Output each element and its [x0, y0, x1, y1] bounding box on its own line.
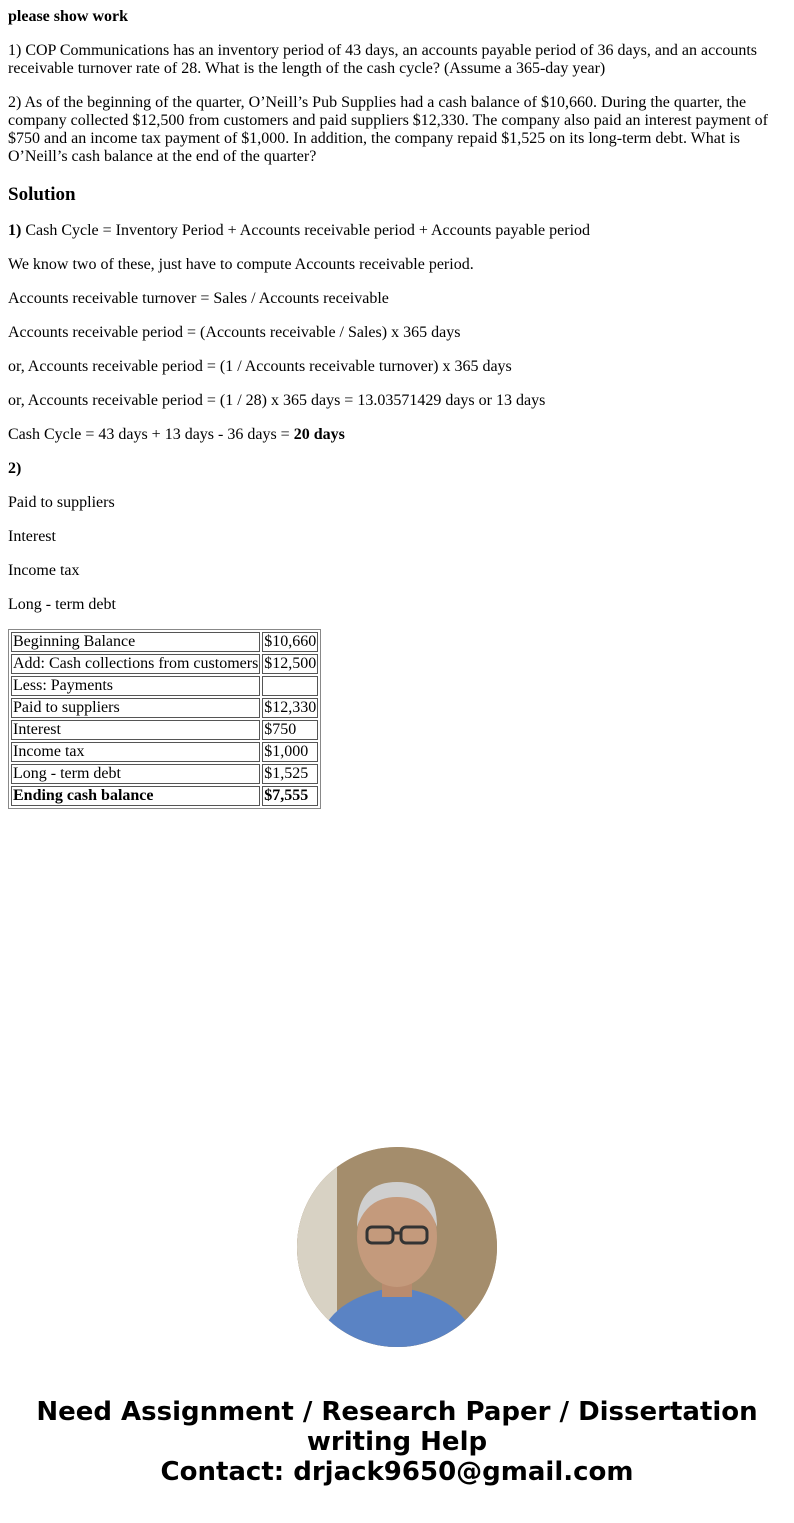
solution-line: or, Accounts receivable period = (1 / Accounts receivable turnover) x 365 days: [8, 358, 512, 375]
table-row: [11, 676, 318, 696]
cell-value: $7,555: [262, 786, 318, 806]
cell-value: [262, 676, 318, 696]
question-2: 2) As of the beginning of the quarter, O’Neill’s Pub Supplies had a cash balance of $10,660. During the quarter, the company collected $12,500 from customers and paid suppliers $12,330. The company also paid an interest payment of $750 and an income tax payment of $1,000. In addition, the company repaid $1,525 on its long-term debt. What is O’Neill’s cash balance at the end of the quarter?: [8, 94, 768, 165]
cell-value: $12,330: [264, 699, 317, 716]
table-row: [11, 764, 318, 784]
table-row: [11, 632, 318, 652]
item: Income tax: [8, 562, 80, 579]
cell-label: Paid to suppliers: [11, 698, 260, 718]
cell-label: Long - term debt: [11, 764, 260, 784]
cash-cycle-formula: 1) Cash Cycle = Inventory Period + Accounts receivable period + Accounts payable period: [8, 222, 591, 239]
table-row: [11, 698, 318, 718]
solution-line: Accounts receivable period = (Accounts receivable / Sales) x 365 days: [8, 324, 461, 341]
item: Paid to suppliers: [8, 494, 115, 511]
cell-label: Ending cash balance: [11, 786, 260, 806]
item: Long - term debt: [8, 596, 116, 613]
cell-value: $12,500: [264, 655, 317, 672]
contact-banner: [8, 1397, 786, 1487]
table-row: [11, 720, 318, 740]
part-2-label: 2): [8, 460, 22, 477]
table-row: [11, 786, 318, 806]
cell-value: $750: [262, 720, 318, 740]
cell-label: Add: Cash collections from customers: [13, 655, 259, 672]
solution-heading: Solution: [8, 184, 76, 205]
cell-value: $1,000: [262, 742, 318, 762]
cell-label: Interest: [11, 720, 260, 740]
avatar: [297, 1147, 497, 1347]
solution-line: or, Accounts receivable period = (1 / 28) x 365 days = 13.03571429 days or 13 days: [8, 392, 546, 409]
item: Interest: [8, 528, 56, 545]
solution-line: We know two of these, just have to compute Accounts receivable period.: [8, 256, 474, 273]
cell-value: $1,525: [262, 764, 318, 784]
cell-label: Income tax: [11, 742, 260, 762]
banner-contact: Contact: drjack9650@gmail.com: [160, 1457, 634, 1487]
cash-cycle-result: Cash Cycle = 43 days + 13 days - 36 days = 20 days: [8, 426, 345, 443]
question-title: please show work: [8, 8, 129, 25]
cash-balance-table: [8, 629, 321, 809]
table-row: [11, 654, 318, 674]
question-1: 1) COP Communications has an inventory period of 43 days, an accounts payable period of 36 days, and an accounts receivable turnover rate of 28. What is the length of the cash cycle? (Assume a 365-day year): [8, 42, 758, 77]
cell-value: $10,660: [264, 633, 317, 650]
table-row: [11, 742, 318, 762]
banner-line: Need Assignment / Research Paper / Dissertation writing Help: [36, 1397, 758, 1457]
cell-label: Beginning Balance: [11, 632, 260, 652]
solution-line: Accounts receivable turnover = Sales / Accounts receivable: [8, 290, 389, 307]
cell-label: Less: Payments: [11, 676, 260, 696]
